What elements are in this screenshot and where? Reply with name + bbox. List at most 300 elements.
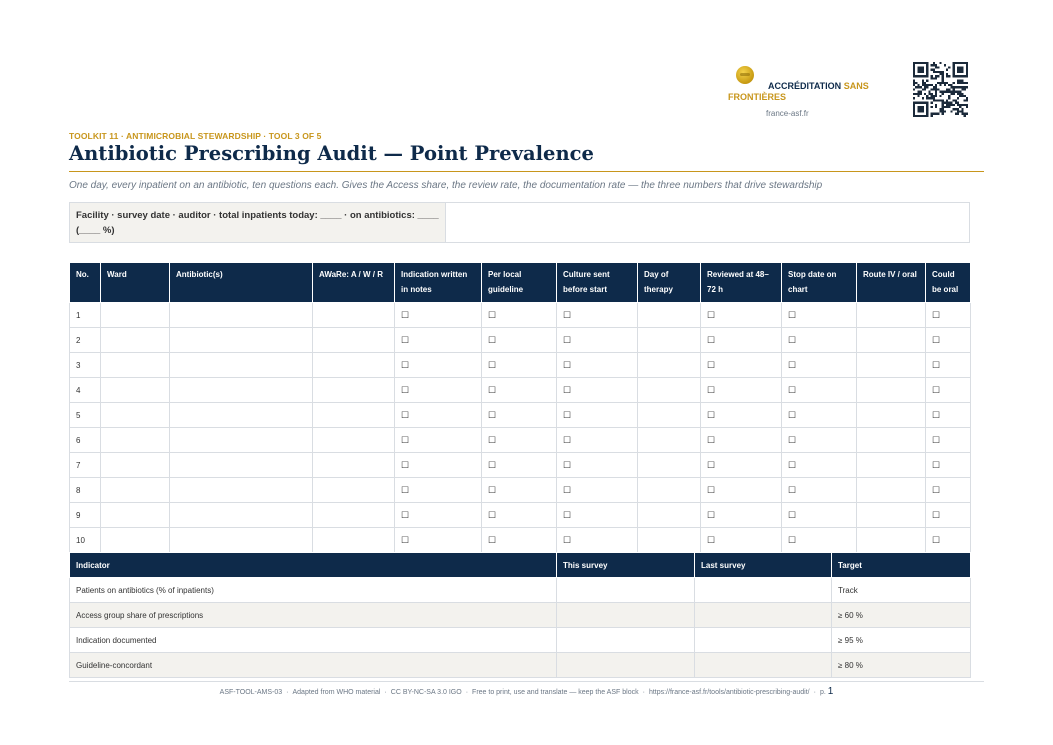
checkbox[interactable]: ☐ <box>482 528 557 553</box>
qr-module <box>942 104 944 106</box>
brand-url: france-asf.fr <box>766 109 809 118</box>
entry-cell[interactable] <box>313 303 395 328</box>
entry-cell[interactable] <box>313 328 395 353</box>
qr-module <box>920 115 922 117</box>
qr-module <box>913 66 915 68</box>
entry-cell[interactable] <box>170 453 313 478</box>
qr-module <box>917 91 919 93</box>
qr-module <box>917 62 919 64</box>
footer-reuse: Free to print, use and translate — keep the ASF block <box>472 689 639 696</box>
checkbox[interactable]: ☐ <box>782 503 857 528</box>
qr-module <box>957 80 959 82</box>
qr-module <box>920 106 922 108</box>
checkbox[interactable]: ☐ <box>926 403 971 428</box>
checkbox[interactable]: ☐ <box>926 378 971 403</box>
entry-cell[interactable] <box>313 503 395 528</box>
qr-module <box>946 88 948 90</box>
checkbox[interactable]: ☐ <box>926 453 971 478</box>
qr-module <box>920 66 922 68</box>
checkbox[interactable]: ☐ <box>395 528 482 553</box>
entry-cell[interactable] <box>857 353 926 378</box>
audit-row <box>70 528 971 553</box>
footer-divider <box>69 681 984 682</box>
entry-cell[interactable] <box>638 503 701 528</box>
audit-column-header: Indication written in notes <box>395 263 482 303</box>
entry-cell[interactable] <box>101 353 170 378</box>
checkbox[interactable]: ☐ <box>782 478 857 503</box>
qr-module <box>944 82 946 84</box>
qr-module <box>926 95 928 97</box>
qr-module <box>935 86 937 88</box>
audit-column-header: Antibiotic(s) <box>170 263 313 303</box>
qr-module <box>944 84 946 86</box>
qr-module <box>913 97 915 99</box>
this-survey-cell[interactable] <box>557 603 695 628</box>
entry-cell[interactable] <box>101 328 170 353</box>
checkbox[interactable]: ☐ <box>395 328 482 353</box>
qr-module <box>939 82 941 84</box>
this-survey-cell[interactable] <box>557 578 695 603</box>
qr-module <box>946 82 948 84</box>
checkbox[interactable]: ☐ <box>782 528 857 553</box>
entry-cell[interactable] <box>170 478 313 503</box>
qr-module <box>924 93 926 95</box>
entry-cell[interactable] <box>638 403 701 428</box>
checkbox[interactable]: ☐ <box>926 478 971 503</box>
qr-module <box>959 95 961 97</box>
indicator-label: Access group share of prescriptions <box>70 603 557 628</box>
qr-module <box>942 93 944 95</box>
qr-module <box>915 75 917 77</box>
qr-module <box>966 71 968 73</box>
qr-module <box>913 88 915 90</box>
qr-module <box>935 77 937 79</box>
checkbox[interactable]: ☐ <box>557 478 638 503</box>
qr-module <box>948 104 950 106</box>
qr-module <box>920 108 922 110</box>
row-number: 10 <box>70 528 101 553</box>
qr-module <box>955 86 957 88</box>
qr-module <box>937 75 939 77</box>
audit-row <box>70 428 971 453</box>
qr-module <box>939 73 941 75</box>
checkbox[interactable]: ☐ <box>482 478 557 503</box>
qr-module <box>961 104 963 106</box>
footer-adapted: Adapted from WHO material <box>292 689 381 696</box>
qr-module <box>913 64 915 66</box>
entry-cell[interactable] <box>638 303 701 328</box>
qr-module <box>926 104 928 106</box>
checkbox[interactable]: ☐ <box>395 303 482 328</box>
summary-table <box>69 552 971 678</box>
last-survey-cell[interactable] <box>695 578 832 603</box>
checkbox[interactable]: ☐ <box>395 378 482 403</box>
checkbox[interactable]: ☐ <box>782 428 857 453</box>
checkbox[interactable]: ☐ <box>926 328 971 353</box>
entry-cell[interactable] <box>170 378 313 403</box>
checkbox[interactable]: ☐ <box>557 328 638 353</box>
qr-module <box>957 93 959 95</box>
last-survey-cell[interactable] <box>695 653 832 678</box>
qr-module <box>964 75 966 77</box>
row-number: 3 <box>70 353 101 378</box>
qr-module <box>920 102 922 104</box>
qr-module <box>948 88 950 90</box>
qr-module <box>955 99 957 101</box>
checkbox[interactable]: ☐ <box>557 428 638 453</box>
audit-column-header: No. <box>70 263 101 303</box>
qr-module <box>917 66 919 68</box>
entry-cell[interactable] <box>101 428 170 453</box>
checkbox[interactable]: ☐ <box>557 403 638 428</box>
checkbox[interactable]: ☐ <box>482 503 557 528</box>
checkbox[interactable]: ☐ <box>701 453 782 478</box>
qr-module <box>926 106 928 108</box>
qr-module <box>917 110 919 112</box>
this-survey-cell[interactable] <box>557 628 695 653</box>
qr-module <box>917 108 919 110</box>
qr-module <box>946 75 948 77</box>
qr-module <box>953 104 955 106</box>
qr-module <box>931 84 933 86</box>
qr-module <box>948 91 950 93</box>
qr-module <box>913 71 915 73</box>
entry-cell[interactable] <box>313 453 395 478</box>
qr-module <box>931 95 933 97</box>
qr-module <box>959 71 961 73</box>
entry-cell[interactable] <box>170 328 313 353</box>
qr-module <box>966 113 968 115</box>
entry-cell[interactable] <box>170 353 313 378</box>
qr-module <box>955 113 957 115</box>
summary-row <box>70 653 971 678</box>
qr-module <box>931 97 933 99</box>
checkbox[interactable]: ☐ <box>701 328 782 353</box>
qr-module <box>959 75 961 77</box>
qr-module <box>937 71 939 73</box>
entry-cell[interactable] <box>101 528 170 553</box>
qr-module <box>942 102 944 104</box>
checkbox[interactable]: ☐ <box>926 303 971 328</box>
qr-module <box>950 84 952 86</box>
qr-module <box>948 106 950 108</box>
qr-module <box>964 82 966 84</box>
qr-module <box>957 69 959 71</box>
qr-module <box>915 115 917 117</box>
qr-module <box>933 62 935 64</box>
qr-module <box>959 110 961 112</box>
qr-module <box>926 69 928 71</box>
qr-module <box>964 115 966 117</box>
checkbox[interactable]: ☐ <box>395 453 482 478</box>
qr-module <box>937 66 939 68</box>
checkbox[interactable]: ☐ <box>926 528 971 553</box>
qr-module <box>922 97 924 99</box>
qr-module <box>913 115 915 117</box>
row-number: 1 <box>70 303 101 328</box>
checkbox[interactable]: ☐ <box>926 353 971 378</box>
qr-module <box>955 102 957 104</box>
qr-module <box>920 91 922 93</box>
qr-module <box>950 93 952 95</box>
qr-module <box>953 108 955 110</box>
audit-row <box>70 403 971 428</box>
checkbox[interactable]: ☐ <box>701 403 782 428</box>
qr-module <box>957 71 959 73</box>
entry-cell[interactable] <box>313 403 395 428</box>
checkbox[interactable]: ☐ <box>482 303 557 328</box>
audit-table <box>69 262 971 553</box>
qr-module <box>937 113 939 115</box>
entry-cell[interactable] <box>857 528 926 553</box>
qr-module <box>935 104 937 106</box>
qr-module <box>931 106 933 108</box>
qr-module <box>966 73 968 75</box>
entry-cell[interactable] <box>857 478 926 503</box>
qr-module <box>961 62 963 64</box>
entry-cell[interactable] <box>857 503 926 528</box>
qr-module <box>964 104 966 106</box>
qr-module <box>917 93 919 95</box>
qr-module <box>933 99 935 101</box>
entry-cell[interactable] <box>170 303 313 328</box>
last-survey-cell[interactable] <box>695 628 832 653</box>
checkbox[interactable]: ☐ <box>701 378 782 403</box>
entry-cell[interactable] <box>638 453 701 478</box>
qr-module <box>926 102 928 104</box>
audit-column-header: Reviewed at 48–72 h <box>701 263 782 303</box>
last-survey-cell[interactable] <box>695 603 832 628</box>
qr-module <box>935 113 937 115</box>
qr-module <box>913 62 915 64</box>
audit-column-header: Route IV / oral <box>857 263 926 303</box>
toolkit-eyebrow: TOOLKIT 11 · ANTIMICROBIAL STEWARDSHIP · TOOL 3 OF 5 <box>69 131 322 141</box>
checkbox[interactable]: ☐ <box>782 303 857 328</box>
qr-module <box>917 102 919 104</box>
entry-cell[interactable] <box>101 478 170 503</box>
row-number: 2 <box>70 328 101 353</box>
entry-cell[interactable] <box>313 528 395 553</box>
qr-module <box>926 75 928 77</box>
checkbox[interactable]: ☐ <box>482 453 557 478</box>
checkbox[interactable]: ☐ <box>395 478 482 503</box>
checkbox[interactable]: ☐ <box>557 353 638 378</box>
qr-module <box>939 84 941 86</box>
qr-module <box>922 82 924 84</box>
checkbox[interactable]: ☐ <box>782 378 857 403</box>
checkbox[interactable]: ☐ <box>782 328 857 353</box>
entry-cell[interactable] <box>101 453 170 478</box>
qr-module <box>939 108 941 110</box>
qr-module <box>957 104 959 106</box>
entry-cell[interactable] <box>170 428 313 453</box>
brand-name <box>728 81 903 103</box>
checkbox[interactable]: ☐ <box>926 428 971 453</box>
summary-column-header: Indicator <box>70 553 557 578</box>
qr-module <box>933 69 935 71</box>
checkbox[interactable]: ☐ <box>782 403 857 428</box>
checkbox[interactable]: ☐ <box>782 453 857 478</box>
qr-module <box>939 62 941 64</box>
checkbox[interactable]: ☐ <box>395 503 482 528</box>
qr-module <box>944 64 946 66</box>
checkbox[interactable]: ☐ <box>395 353 482 378</box>
checkbox[interactable]: ☐ <box>557 528 638 553</box>
entry-cell[interactable] <box>101 378 170 403</box>
checkbox[interactable]: ☐ <box>395 428 482 453</box>
entry-cell[interactable] <box>313 478 395 503</box>
qr-module <box>959 91 961 93</box>
qr-module <box>966 106 968 108</box>
page-number: 1 <box>827 686 834 697</box>
qr-module <box>944 102 946 104</box>
checkbox[interactable]: ☐ <box>482 378 557 403</box>
qr-module <box>966 69 968 71</box>
footer: ASF-TOOL-AMS-03 · Adapted from WHO material · CC BY-NC-SA 3.0 IGO · Free to print, use and translate — keep the ASF block · https://france-asf.fr/tools/antibiotic-prescribing-audit/ · p. 1 <box>219 686 834 697</box>
entry-cell[interactable] <box>638 328 701 353</box>
qr-module <box>942 108 944 110</box>
qr-module <box>966 99 968 101</box>
entry-cell[interactable] <box>101 303 170 328</box>
qr-module <box>922 88 924 90</box>
summary-row <box>70 628 971 653</box>
qr-module <box>955 108 957 110</box>
qr-module <box>948 102 950 104</box>
audit-column-header: Stop date on chart <box>782 263 857 303</box>
qr-module <box>966 66 968 68</box>
qr-module <box>926 110 928 112</box>
checkbox[interactable]: ☐ <box>701 353 782 378</box>
checkbox[interactable]: ☐ <box>701 503 782 528</box>
qr-module <box>913 80 915 82</box>
qr-module <box>953 88 955 90</box>
target-value: ≥ 80 % <box>832 653 971 678</box>
qr-module <box>913 113 915 115</box>
qr-module <box>924 84 926 86</box>
checkbox[interactable]: ☐ <box>701 528 782 553</box>
qr-module <box>935 71 937 73</box>
audit-row <box>70 453 971 478</box>
entry-cell[interactable] <box>101 503 170 528</box>
qr-module <box>948 75 950 77</box>
checkbox[interactable]: ☐ <box>482 428 557 453</box>
entry-cell[interactable] <box>857 303 926 328</box>
checkbox[interactable]: ☐ <box>395 403 482 428</box>
row-number: 5 <box>70 403 101 428</box>
qr-module <box>924 115 926 117</box>
checkbox[interactable]: ☐ <box>557 378 638 403</box>
qr-module <box>948 95 950 97</box>
this-survey-cell[interactable] <box>557 653 695 678</box>
entry-cell[interactable] <box>638 478 701 503</box>
qr-module <box>931 64 933 66</box>
qr-module <box>917 71 919 73</box>
checkbox[interactable]: ☐ <box>557 303 638 328</box>
qr-module <box>966 64 968 66</box>
qr-module <box>944 110 946 112</box>
row-number: 6 <box>70 428 101 453</box>
entry-cell[interactable] <box>857 328 926 353</box>
qr-module <box>942 110 944 112</box>
entry-cell[interactable] <box>857 403 926 428</box>
entry-cell[interactable] <box>638 378 701 403</box>
qr-module <box>933 71 935 73</box>
qr-module <box>920 110 922 112</box>
audit-row <box>70 378 971 403</box>
entry-cell[interactable] <box>857 378 926 403</box>
qr-module <box>957 113 959 115</box>
qr-module <box>961 93 963 95</box>
qr-module <box>961 71 963 73</box>
entry-cell[interactable] <box>638 528 701 553</box>
qr-module <box>931 75 933 77</box>
entry-cell[interactable] <box>638 428 701 453</box>
entry-cell[interactable] <box>170 403 313 428</box>
entry-cell[interactable] <box>857 453 926 478</box>
qr-module <box>924 102 926 104</box>
checkbox[interactable]: ☐ <box>557 453 638 478</box>
qr-module <box>926 108 928 110</box>
qr-module <box>935 93 937 95</box>
facility-input[interactable] <box>446 203 969 242</box>
checkbox[interactable]: ☐ <box>482 403 557 428</box>
qr-module <box>924 86 926 88</box>
checkbox[interactable]: ☐ <box>482 328 557 353</box>
checkbox[interactable]: ☐ <box>701 478 782 503</box>
summary-column-header: This survey <box>557 553 695 578</box>
qr-module <box>937 88 939 90</box>
entry-cell[interactable] <box>313 428 395 453</box>
entry-cell[interactable] <box>313 353 395 378</box>
qr-module <box>913 110 915 112</box>
audit-row <box>70 303 971 328</box>
audit-column-header: Culture sent before start <box>557 263 638 303</box>
checkbox[interactable]: ☐ <box>482 353 557 378</box>
qr-module <box>957 66 959 68</box>
checkbox[interactable]: ☐ <box>557 503 638 528</box>
qr-module <box>961 75 963 77</box>
checkbox[interactable]: ☐ <box>926 503 971 528</box>
qr-module <box>931 77 933 79</box>
qr-module <box>959 93 961 95</box>
qr-module <box>959 80 961 82</box>
qr-module <box>913 104 915 106</box>
qr-module <box>942 113 944 115</box>
row-number: 4 <box>70 378 101 403</box>
entry-cell[interactable] <box>857 428 926 453</box>
entry-cell[interactable] <box>313 378 395 403</box>
entry-cell[interactable] <box>101 403 170 428</box>
entry-cell[interactable] <box>170 503 313 528</box>
qr-module <box>933 97 935 99</box>
qr-module <box>928 91 930 93</box>
footer-url[interactable]: https://france-asf.fr/tools/antibiotic-prescribing-audit/ <box>648 689 810 696</box>
qr-module <box>964 88 966 90</box>
qr-module <box>915 62 917 64</box>
entry-cell[interactable] <box>638 353 701 378</box>
qr-module <box>915 86 917 88</box>
qr-module <box>935 66 937 68</box>
checkbox[interactable]: ☐ <box>782 353 857 378</box>
qr-module <box>946 106 948 108</box>
qr-module <box>926 113 928 115</box>
summary-column-header: Last survey <box>695 553 832 578</box>
checkbox[interactable]: ☐ <box>701 428 782 453</box>
qr-module <box>933 77 935 79</box>
qr-module <box>935 88 937 90</box>
checkbox[interactable]: ☐ <box>701 303 782 328</box>
entry-cell[interactable] <box>170 528 313 553</box>
